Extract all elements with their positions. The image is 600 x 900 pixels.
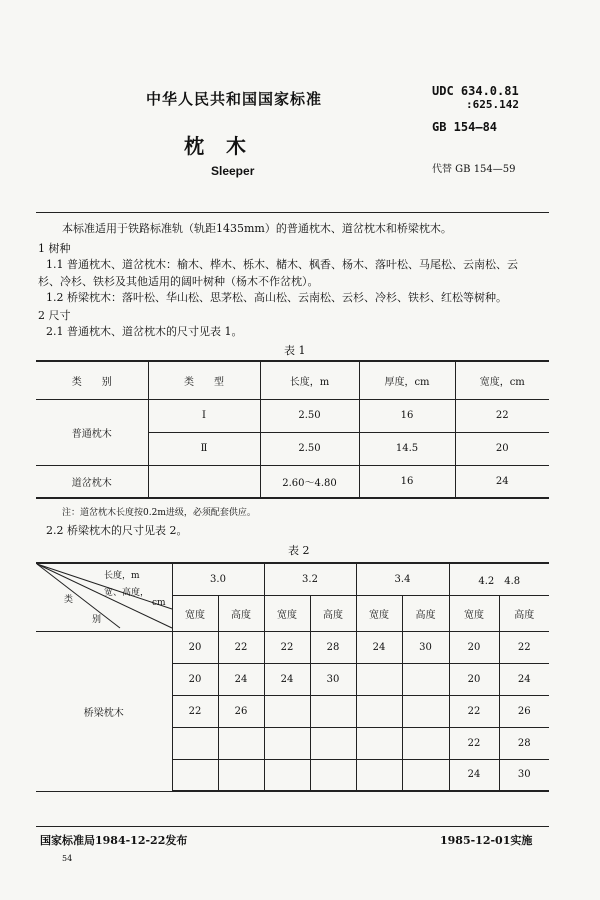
table1-cell: 2.50 <box>260 432 359 465</box>
table1-header-length: 长度，m <box>260 361 359 399</box>
table2-sub-width: 宽度 <box>356 595 402 631</box>
table1-note: 注：道岔枕木长度按0.2m进级，必须配套供应。 <box>62 508 256 518</box>
section-1-1-line1: 1.1 普通枕木、道岔枕木：榆木、桦木、栎木、槠木、枫香、杨木、落叶松、马尾松、云南松、云 <box>46 258 518 271</box>
effective-date: 1985-12-01实施 <box>440 834 533 847</box>
udc-code-continued: :625.142 <box>466 98 519 111</box>
table1-header-category: 类 别 <box>36 361 148 399</box>
section-1-2: 1.2 桥梁枕木：落叶松、华山松、思茅松、高山松、云南松、云杉、冷杉、铁杉、红松等树种。 <box>46 291 507 304</box>
table2-cell: 28 <box>499 727 549 759</box>
table2-cell: 24 <box>449 759 499 791</box>
table2-cell: 26 <box>218 695 264 727</box>
replaces-note: 代替 GB 154—59 <box>432 164 516 175</box>
table2-cell: 30 <box>499 759 549 791</box>
table2-cell: 24 <box>264 663 310 695</box>
table2-cell: 20 <box>449 631 499 663</box>
table2-category: 桥梁枕木 <box>36 631 172 791</box>
table1-cell: 道岔枕木 <box>36 465 148 498</box>
table2-sub-width: 宽度 <box>172 595 218 631</box>
table1-cell: Ⅱ <box>148 432 260 465</box>
table1-cell: Ⅰ <box>148 399 260 432</box>
table2-length: 4.2 4.8 <box>449 563 549 595</box>
table1-caption: 表 1 <box>284 344 306 357</box>
standard-organization: 中华人民共和国国家标准 <box>146 90 323 108</box>
table2-cell: 20 <box>172 631 218 663</box>
section-1-heading: 1 树种 <box>38 242 71 255</box>
table1-header-width: 宽度，cm <box>455 361 549 399</box>
table1-cell: 2.60～4.80 <box>260 465 359 498</box>
footer-rule <box>36 826 549 827</box>
table2-sub-height: 高度 <box>310 595 356 631</box>
table2-cell: 20 <box>449 663 499 695</box>
table2-cell: 24 <box>499 663 549 695</box>
section-2-2: 2.2 桥梁枕木的尺寸见表 2。 <box>46 524 188 537</box>
table2-cell: 28 <box>310 631 356 663</box>
section-2-1: 2.1 普通枕木、道岔枕木的尺寸见表 1。 <box>46 325 243 338</box>
page-number: 54 <box>62 854 73 863</box>
section-1-1-line2: 杉、冷杉、铁杉及其他适用的阔叶树种（杨木不作岔枕）。 <box>38 275 319 288</box>
table1-cell: 22 <box>455 399 549 432</box>
table1-cell: 20 <box>455 432 549 465</box>
intro-paragraph: 本标准适用于铁路标准轨（轨距1435mm）的普通枕木、道岔枕木和桥梁枕木。 <box>62 222 452 235</box>
table1-cell: 普通枕木 <box>36 399 148 465</box>
table2-cell: 30 <box>402 631 449 663</box>
table2-cell: 24 <box>356 631 402 663</box>
table2-length: 3.2 <box>264 563 356 595</box>
gb-code: GB 154—84 <box>432 120 498 134</box>
table1-cell: 24 <box>455 465 549 498</box>
document-title: 枕木 <box>184 134 268 158</box>
table2-cell: 24 <box>218 663 264 695</box>
table2-cell: 22 <box>449 727 499 759</box>
table2-cell: 22 <box>449 695 499 727</box>
table1-cell: 2.50 <box>260 399 359 432</box>
table2-cell: 26 <box>499 695 549 727</box>
english-title: Sleeper <box>211 164 255 178</box>
table2-cell: 22 <box>264 631 310 663</box>
diag-length-label: 长度，m <box>104 571 140 581</box>
table1-cell: 16 <box>359 399 455 432</box>
udc-code: UDC 634.0.81 <box>432 84 519 98</box>
table2-caption: 表 2 <box>288 544 310 557</box>
table1-cell: 16 <box>359 465 455 498</box>
diag-wh-label: 宽、高度， <box>104 588 150 598</box>
section-2-heading: 2 尺寸 <box>38 309 71 322</box>
table2-cell: 20 <box>172 663 218 695</box>
table2-length: 3.0 <box>172 563 264 595</box>
diag-category-label: 别 <box>92 615 102 625</box>
table1-header-type: 类 型 <box>148 361 260 399</box>
table2-sub-height: 高度 <box>402 595 449 631</box>
table1-header-thickness: 厚度，cm <box>359 361 455 399</box>
diag-type-label: 类 <box>64 595 74 605</box>
diag-cm-label: cm <box>152 598 166 608</box>
table2-sub-height: 高度 <box>218 595 264 631</box>
issued-date: 国家标准局1984-12-22发布 <box>40 834 188 847</box>
table1-cell: 14.5 <box>359 432 455 465</box>
table2-sub-width: 宽度 <box>449 595 499 631</box>
table2-cell: 22 <box>172 695 218 727</box>
table2-sub-height: 高度 <box>499 595 549 631</box>
table2-cell: 22 <box>499 631 549 663</box>
table2-cell: 22 <box>218 631 264 663</box>
table2-sub-width: 宽度 <box>264 595 310 631</box>
table2-length: 3.4 <box>356 563 449 595</box>
table2-cell: 30 <box>310 663 356 695</box>
